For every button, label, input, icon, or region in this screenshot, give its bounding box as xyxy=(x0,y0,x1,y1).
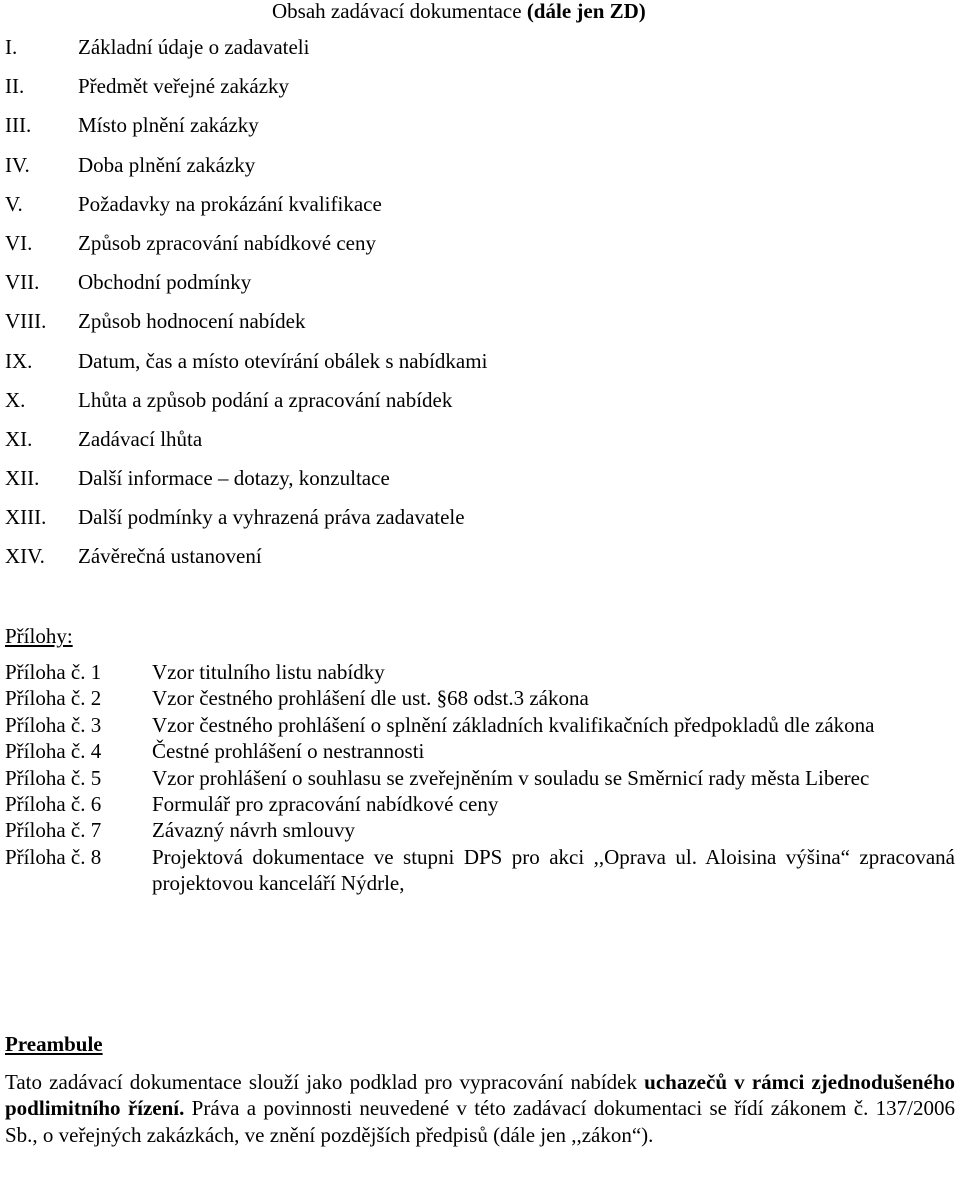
toc-item-number: VIII. xyxy=(5,309,47,334)
toc-title-bold: (dále jen ZD) xyxy=(526,0,646,23)
toc-item-text: Základní údaje o zadavateli xyxy=(78,35,310,59)
attachments-heading: Přílohy: xyxy=(5,624,73,648)
toc-item-number: I. xyxy=(5,35,18,59)
toc-item-number: III. xyxy=(5,113,32,138)
attachment-number: Příloha č. 4 xyxy=(5,739,102,764)
preamble-bold-text: uchazečů v rámci zjednodušeného podlimitního řízení. xyxy=(5,1070,955,1121)
attachment-number: Příloha č. 2 xyxy=(5,686,102,711)
attachment-number: Příloha č. 3 xyxy=(5,712,102,737)
attachment-number: Příloha č. 5 xyxy=(5,765,102,790)
toc-item-text: Způsob hodnocení nabídek xyxy=(78,309,306,334)
attachment-item xyxy=(5,791,955,817)
toc-title-prefix: Obsah zadávací dokumentace xyxy=(272,0,527,23)
toc-item-text: Další informace – dotazy, konzultace xyxy=(78,466,390,491)
toc-item-number: XI. xyxy=(5,426,33,451)
attachment-text: Vzor titulního listu nabídky xyxy=(152,660,385,684)
attachment-item xyxy=(5,712,955,738)
attachment-item xyxy=(5,685,955,711)
attachment-text: Vzor čestného prohlášení dle ust. §68 odst.3 zákona xyxy=(152,686,589,711)
attachment-text: Vzor prohlášení o souhlasu se zveřejněním v souladu se Směrnicí rady města Liberec xyxy=(152,765,870,790)
attachment-text: Závazný návrh smlouvy xyxy=(152,818,355,843)
toc-item-number: II. xyxy=(5,74,25,99)
preamble-text-2: Práva a povinnosti neuvedené v této zadávací dokumentaci se řídí zákonem č. 137/2006 Sb., o veřejných zakázkách, ve znění pozdějších předpisů (dále jen ,,zákon“). xyxy=(5,1096,955,1147)
attachment-item xyxy=(5,659,955,685)
toc-item-text: Další podmínky a vyhrazená práva zadavatele xyxy=(78,505,465,530)
toc-item-text: Místo plnění zakázky xyxy=(78,113,259,138)
toc-item-text: Obchodní podmínky xyxy=(78,270,252,295)
toc-item-text: Předmět veřejné zakázky xyxy=(78,74,290,99)
toc-item-text: Závěrečná ustanovení xyxy=(78,544,262,569)
toc-item-text: Zadávací lhůta xyxy=(78,426,203,451)
toc-item-text: Datum, čas a místo otevírání obálek s nabídkami xyxy=(78,348,488,373)
toc-item-number: V. xyxy=(5,191,23,216)
toc-item-number: VI. xyxy=(5,230,33,255)
toc-item-number: X. xyxy=(5,387,26,412)
attachment-number: Příloha č. 8 xyxy=(5,844,102,869)
attachment-number: Příloha č. 1 xyxy=(5,660,102,684)
toc-item-number: XIII. xyxy=(5,505,47,530)
toc-item-text: Způsob zpracování nabídkové ceny xyxy=(78,230,376,255)
preamble-text-1: Tato zadávací dokumentace slouží jako podklad pro vypracování nabídek xyxy=(5,1070,645,1094)
attachment-text: Čestné prohlášení o nestrannosti xyxy=(152,739,425,764)
toc-item-number: IV. xyxy=(5,152,30,177)
toc-item-number: IX. xyxy=(5,348,33,373)
toc-item-text: Doba plnění zakázky xyxy=(78,152,256,177)
attachment-item xyxy=(5,738,955,764)
attachment-number: Příloha č. 6 xyxy=(5,792,102,817)
attachment-number: Příloha č. 7 xyxy=(5,818,102,843)
toc-item-number: XIV. xyxy=(5,544,45,569)
attachment-item xyxy=(5,844,955,897)
toc-item-text: Požadavky na prokázání kvalifikace xyxy=(78,191,382,216)
attachment-text: Formulář pro zpracování nabídkové ceny xyxy=(152,792,499,817)
attachment-item xyxy=(5,765,955,791)
toc-item-text: Lhůta a způsob podání a zpracování nabídek xyxy=(78,387,453,412)
attachments-list xyxy=(5,659,955,897)
preamble-heading: Preambule xyxy=(5,1032,103,1056)
preamble-paragraph xyxy=(5,1069,955,1148)
toc-item-number: XII. xyxy=(5,466,40,491)
attachment-text: Projektová dokumentace ve stupni DPS pro akci ,,Oprava ul. Aloisina výšina“ zpracovaná projektovou kanceláří Nýdrle, xyxy=(152,844,955,896)
attachment-text: Vzor čestného prohlášení o splnění základních kvalifikačních předpokladů dle zákona xyxy=(152,712,875,737)
toc-title xyxy=(272,0,646,25)
toc-item-number: VII. xyxy=(5,270,40,295)
attachment-item xyxy=(5,817,955,843)
